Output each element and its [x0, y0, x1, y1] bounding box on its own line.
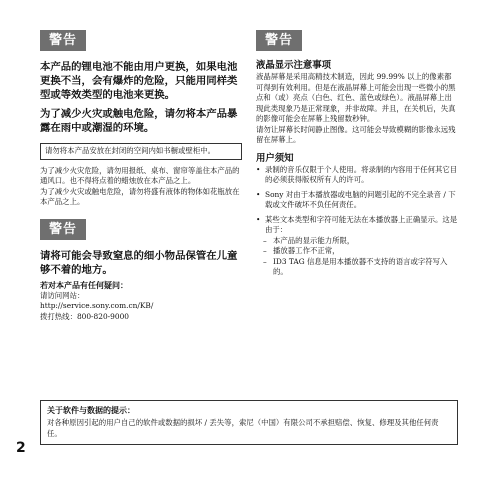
support-website-link[interactable]: http://service.sony.com.cn/KB/ [40, 301, 154, 310]
list-item: • 录制的音乐仅限于个人使用。将录制的内容用于任何其它目的必须获得版权所有人的许可。 [256, 164, 458, 184]
display-limit-sublist [256, 236, 458, 278]
contact-heading: 若对本产品有任何疑问： [40, 280, 128, 290]
battery-warning-text: 本产品的锂电池不能由用户更换，如果电池更换不当，会有爆炸的危险，只能用同样类型或等效类型的电池来更换。 [40, 61, 238, 101]
warning-label: 警告 [256, 30, 302, 51]
list-item: – ID3 TAG 信息是用本播放器不支持的语言或字符写入的。 [263, 256, 448, 276]
liquid-note: 为了减少火灾或触电危险，请勿将盛有液体的物体如花瓶放在本产品之上。 [40, 186, 240, 206]
page-number: 2 [16, 440, 26, 456]
dash-icon: – [263, 246, 267, 255]
software-data-notice-box [40, 400, 458, 445]
dash-icon: – [263, 235, 267, 245]
notice-title: 关于软件与数据的提示： [47, 406, 135, 415]
dash-icon: – [263, 256, 267, 266]
lcd-still-image-paragraph: 请勿让屏幕长时间静止图像。这可能会导致模糊的影像永远残留在屏幕上。 [256, 124, 456, 144]
left-column [40, 29, 242, 322]
user-notice-heading: 用户须知 [256, 152, 294, 164]
ventilation-note: 为了减少火灾危险，请勿用报纸、桌布、窗帘等盖住本产品的通风口。也不得将点着的蜡烛放在本产品之上。 [40, 165, 240, 185]
enclosure-note-text: 请勿将本产品安放在封闭的空间内如书橱或壁柜中。 [45, 146, 215, 155]
warning-label: 警告 [40, 30, 86, 51]
user-notice-list [256, 165, 458, 236]
lcd-paragraph: 液晶屏幕是采用高精技术制造，因此 99.99% 以上的像素都可得到有效利用。但是在液晶屏幕上可能会出现一些微小的黑点和（或）亮点（白色、红色、蓝色或绿色）。液晶屏幕上出现此类现象乃是正常现象，并非故障。并且，在关机后，失真的影像可能会在屏幕上残留数秒钟。 [256, 72, 456, 123]
list-item: – 播放器工作不正常， [263, 246, 340, 255]
notice-text: 对各种原因引起的用户自己的软件或数据的损坏 / 丢失等，索尼（中国）有限公司不承担赔偿、恢复、修理及其他任何责任。 [47, 418, 439, 438]
enclosure-note-box [40, 143, 242, 160]
bullet-icon: • [256, 164, 261, 174]
lcd-heading: 液晶显示注意事项 [256, 60, 332, 71]
right-column [256, 29, 458, 278]
choking-warning-text: 请将可能会导致窒息的细小物品保管在儿童够不着的地方。 [40, 249, 238, 276]
visit-label: 请访问网站： [40, 290, 85, 300]
warning-label: 警告 [40, 219, 86, 240]
bullet-icon: • [256, 214, 261, 224]
list-item: • Sony 对由于本播放器或电脑的问题引起的不完全录音 / 下载或文件破坏不负任何责任。 [256, 189, 456, 209]
list-item: • 某些文本类型和字符可能无法在本播放器上正确显示。这是由于： [256, 214, 458, 234]
rain-warning-text: 为了减少火灾或触电危险，请勿将本产品暴露在雨中或潮湿的环境。 [40, 108, 238, 134]
list-item: – 本产品的显示能力所限， [263, 235, 355, 245]
hotline-text: 拨打热线：800-820-9000 [40, 311, 129, 321]
bullet-icon: • [256, 189, 261, 199]
